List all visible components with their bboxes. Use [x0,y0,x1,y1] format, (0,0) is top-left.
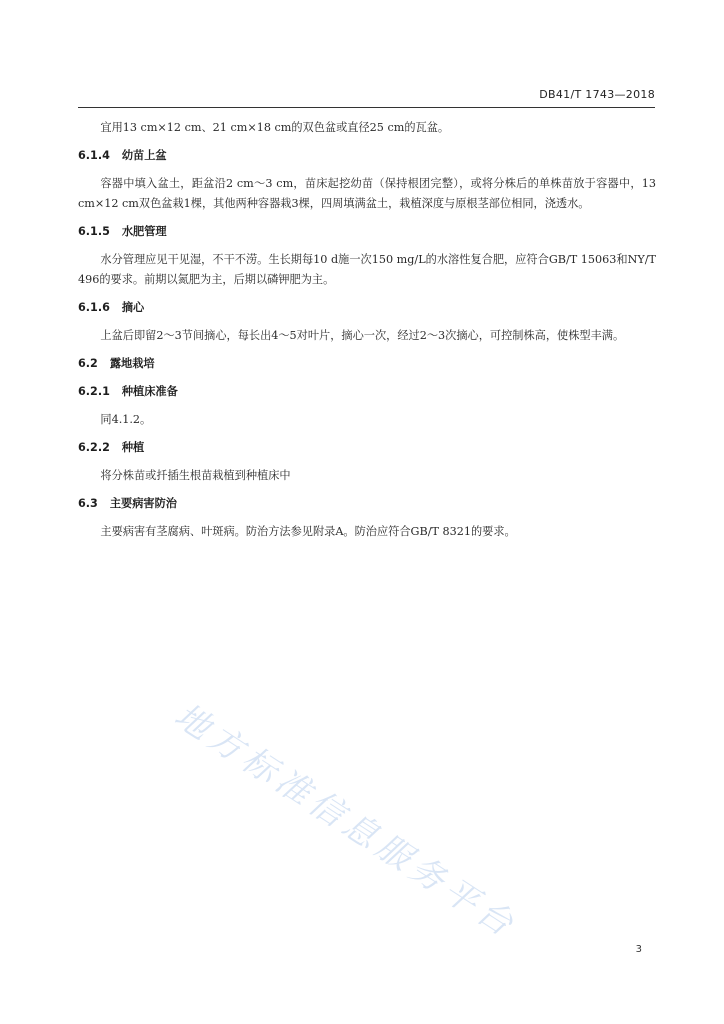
page-number: 3 [635,944,642,955]
section-heading-6-2 [78,354,656,374]
section-number: 6.2.1 [78,385,110,398]
section-title: 幼苗上盆 [121,149,167,162]
paragraph-pot-size: 宜用13 cm×12 cm、21 cm×18 cm的双色盆或直径25 cm的瓦盆。 [100,121,450,134]
paragraph-water-fertilizer: 水分管理应见干见湿，不干不涝。生长期每10 d施一次150 mg/L的水溶性复合肥，应符合GB/T 15063和NY/T 496的要求。前期以氮肥为主，后期以磷钾肥为主。 [78,253,656,286]
section-heading-6-1-5 [78,222,656,242]
document-code: DB41/T 1743—2018 [539,88,655,101]
watermark: 地方标准信息服务平台 [167,695,525,948]
section-number: 6.2 [78,357,98,370]
paragraph-seedling-potting: 容器中填入盆土，距盆沿2 cm～3 cm，苗床起挖幼苗（保持根团完整），或将分株后的单株苗放于容器中，13 cm×12 cm双色盆栽1棵，其他两种容器栽3棵，四周填满盆土，栽植深度与原根茎部位相同，浇透水。 [78,177,656,210]
paragraph-pinching: 上盆后即留2～3节间摘心，每长出4～5对叶片，摘心一次，经过2～3次摘心，可控制株高，使株型丰满。 [100,329,625,342]
section-title: 主要病害防治 [109,497,177,510]
header-rule [78,107,655,108]
section-heading-6-2-2 [78,438,656,458]
section-heading-6-1-4 [78,146,656,166]
section-heading-6-1-6 [78,298,656,318]
section-heading-6-2-1 [78,382,656,402]
section-number: 6.2.2 [78,441,110,454]
document-body [78,118,656,542]
section-number: 6.3 [78,497,98,510]
section-title: 水肥管理 [121,225,167,238]
section-title: 种植床准备 [121,385,178,398]
paragraph-planting: 将分株苗或扦插生根苗栽植到种植床中 [100,469,291,482]
section-title: 摘心 [121,301,145,314]
section-title: 种植 [121,441,145,454]
paragraph-disease-control: 主要病害有茎腐病、叶斑病。防治方法参见附录A。防治应符合GB/T 8321的要求。 [100,525,516,538]
section-heading-6-3 [78,494,656,514]
section-number: 6.1.5 [78,225,110,238]
section-number: 6.1.4 [78,149,110,162]
section-number: 6.1.6 [78,301,110,314]
section-title: 露地栽培 [109,357,155,370]
paragraph-bed-prep: 同4.1.2。 [100,413,152,426]
